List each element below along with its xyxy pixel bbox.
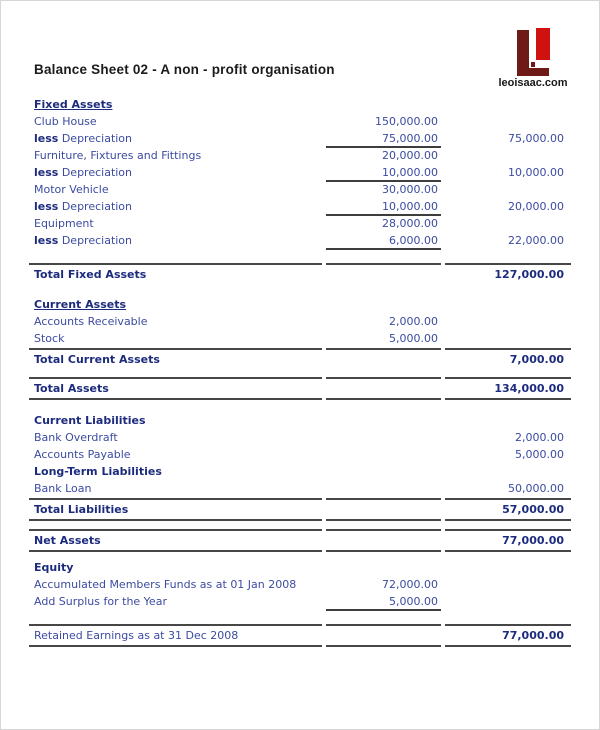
- row-inner-amount: 20,000.00: [382, 149, 438, 162]
- row-label: Bank Loan: [34, 482, 92, 495]
- row-outer-amount: 77,000.00: [445, 529, 571, 552]
- row-label: Retained Earnings as at 31 Dec 2008: [29, 624, 322, 647]
- row-label: Net Assets: [29, 529, 322, 552]
- row-label-prefix: less: [34, 132, 59, 145]
- row-label-prefix: less: [34, 234, 59, 247]
- row-inner-amount: [326, 263, 441, 284]
- spacer-row: [29, 369, 571, 377]
- section-heading-row: [29, 97, 571, 114]
- row-inner-amount: 150,000.00: [375, 115, 438, 128]
- row-inner-amount: [326, 377, 441, 400]
- row-inner-amount: 5,000.00: [389, 332, 438, 345]
- table-row: [29, 114, 571, 131]
- table-row: [29, 447, 571, 464]
- logo: [487, 28, 579, 89]
- table-row: [29, 216, 571, 233]
- logo-l-arm: [517, 68, 549, 76]
- row-label-prefix: less: [34, 166, 59, 179]
- table-row: [29, 148, 571, 165]
- row-label: Bank Overdraft: [34, 431, 118, 444]
- table-row: [29, 233, 571, 250]
- row-outer-amount: [445, 114, 571, 131]
- row-outer-amount: [445, 594, 571, 611]
- row-label: Total Liabilities: [29, 498, 322, 521]
- row-outer-amount: 5,000.00: [515, 448, 564, 461]
- table-row: [29, 430, 571, 447]
- table-row: [29, 481, 571, 498]
- row-outer-amount: 50,000.00: [508, 482, 564, 495]
- section-heading-row: [29, 413, 571, 430]
- row-label: Stock: [34, 332, 65, 345]
- row-outer-amount: [445, 331, 571, 348]
- row-outer-amount: 2,000.00: [515, 431, 564, 444]
- row-inner-amount: [326, 447, 441, 464]
- row-label-prefix: less: [34, 200, 59, 213]
- row-inner-amount: 10,000.00: [326, 165, 441, 182]
- table-row: [29, 199, 571, 216]
- row-label: Club House: [34, 115, 97, 128]
- row-label: less Depreciation: [34, 166, 133, 179]
- table-row: [29, 131, 571, 148]
- row-inner-amount: [326, 560, 441, 577]
- row-label: Fixed Assets: [34, 98, 113, 111]
- page-title: Balance Sheet 02 - A non - profit organisation: [34, 62, 335, 77]
- row-outer-amount: [445, 297, 571, 314]
- row-label: Accounts Receivable: [34, 315, 148, 328]
- row-inner-amount: [326, 348, 441, 369]
- row-label: less Depreciation: [34, 234, 133, 247]
- total-row: [29, 348, 571, 369]
- table-row: [29, 165, 571, 182]
- row-outer-amount: 127,000.00: [445, 263, 571, 284]
- total-row: [29, 377, 571, 400]
- logo-wordmark: leoisaac.com: [498, 77, 568, 89]
- row-outer-amount: 75,000.00: [508, 132, 564, 145]
- row-inner-amount: [326, 624, 441, 647]
- row-label: Equipment: [34, 217, 94, 230]
- row-inner-amount: [326, 481, 441, 498]
- section-heading-row: [29, 464, 571, 481]
- row-outer-amount: [445, 97, 571, 114]
- row-label: Current Liabilities: [34, 414, 146, 427]
- row-label: Current Assets: [34, 298, 127, 311]
- spacer-row: [29, 552, 571, 560]
- row-inner-amount: 2,000.00: [389, 315, 438, 328]
- table-row: [29, 314, 571, 331]
- row-outer-amount: 57,000.00: [445, 498, 571, 521]
- row-outer-amount: [445, 216, 571, 233]
- row-outer-amount: 134,000.00: [445, 377, 571, 400]
- row-inner-amount: 30,000.00: [382, 183, 438, 196]
- row-outer-amount: 7,000.00: [445, 348, 571, 369]
- spacer-row: [29, 250, 571, 263]
- row-outer-amount: [445, 413, 571, 430]
- row-label: less Depreciation: [34, 132, 133, 145]
- row-outer-amount: [445, 464, 571, 481]
- row-label: Total Current Assets: [29, 348, 322, 369]
- total-row: [29, 498, 571, 521]
- row-inner-amount: [326, 529, 441, 552]
- row-inner-amount: 75,000.00: [326, 131, 441, 148]
- table-row: [29, 182, 571, 199]
- row-inner-amount: 6,000.00: [326, 233, 441, 250]
- row-label: Add Surplus for the Year: [34, 595, 167, 608]
- row-inner-amount: 28,000.00: [382, 217, 438, 230]
- spacer-row: [29, 284, 571, 297]
- row-inner-amount: [326, 413, 441, 430]
- row-outer-amount: [445, 314, 571, 331]
- table-row: [29, 577, 571, 594]
- row-inner-amount: [326, 97, 441, 114]
- row-outer-amount: [445, 560, 571, 577]
- row-label: Equity: [34, 561, 74, 574]
- row-outer-amount: [445, 148, 571, 165]
- row-outer-amount: 77,000.00: [445, 624, 571, 647]
- row-inner-amount: 5,000.00: [326, 594, 441, 611]
- spacer-row: [29, 611, 571, 624]
- spacer-row: [29, 521, 571, 529]
- table-row: [29, 331, 571, 348]
- logo-mark: [517, 28, 550, 76]
- row-inner-amount: [326, 297, 441, 314]
- row-inner-amount: 10,000.00: [326, 199, 441, 216]
- row-label: Accumulated Members Funds as at 01 Jan 2008: [34, 578, 297, 591]
- row-label: Long-Term Liabilities: [34, 465, 162, 478]
- row-outer-amount: 20,000.00: [508, 200, 564, 213]
- logo-dot: [531, 62, 535, 67]
- row-inner-amount: [326, 498, 441, 521]
- row-label: less Depreciation: [34, 200, 133, 213]
- row-label: Accounts Payable: [34, 448, 131, 461]
- section-heading-row: [29, 297, 571, 314]
- row-label: Furniture, Fixtures and Fittings: [34, 149, 202, 162]
- table-row: [29, 594, 571, 611]
- logo-red-bar: [536, 28, 550, 60]
- balance-sheet-table: [29, 97, 571, 647]
- row-inner-amount: 72,000.00: [382, 578, 438, 591]
- section-heading-row: [29, 560, 571, 577]
- row-label: Total Assets: [29, 377, 322, 400]
- row-inner-amount: [326, 430, 441, 447]
- row-outer-amount: 22,000.00: [508, 234, 564, 247]
- row-outer-amount: [445, 577, 571, 594]
- row-label: Motor Vehicle: [34, 183, 109, 196]
- total-row: [29, 529, 571, 552]
- row-outer-amount: 10,000.00: [508, 166, 564, 179]
- total-row: [29, 263, 571, 284]
- row-outer-amount: [445, 182, 571, 199]
- row-label: Total Fixed Assets: [29, 263, 322, 284]
- total-row: [29, 624, 571, 647]
- row-inner-amount: [326, 464, 441, 481]
- spacer-row: [29, 400, 571, 413]
